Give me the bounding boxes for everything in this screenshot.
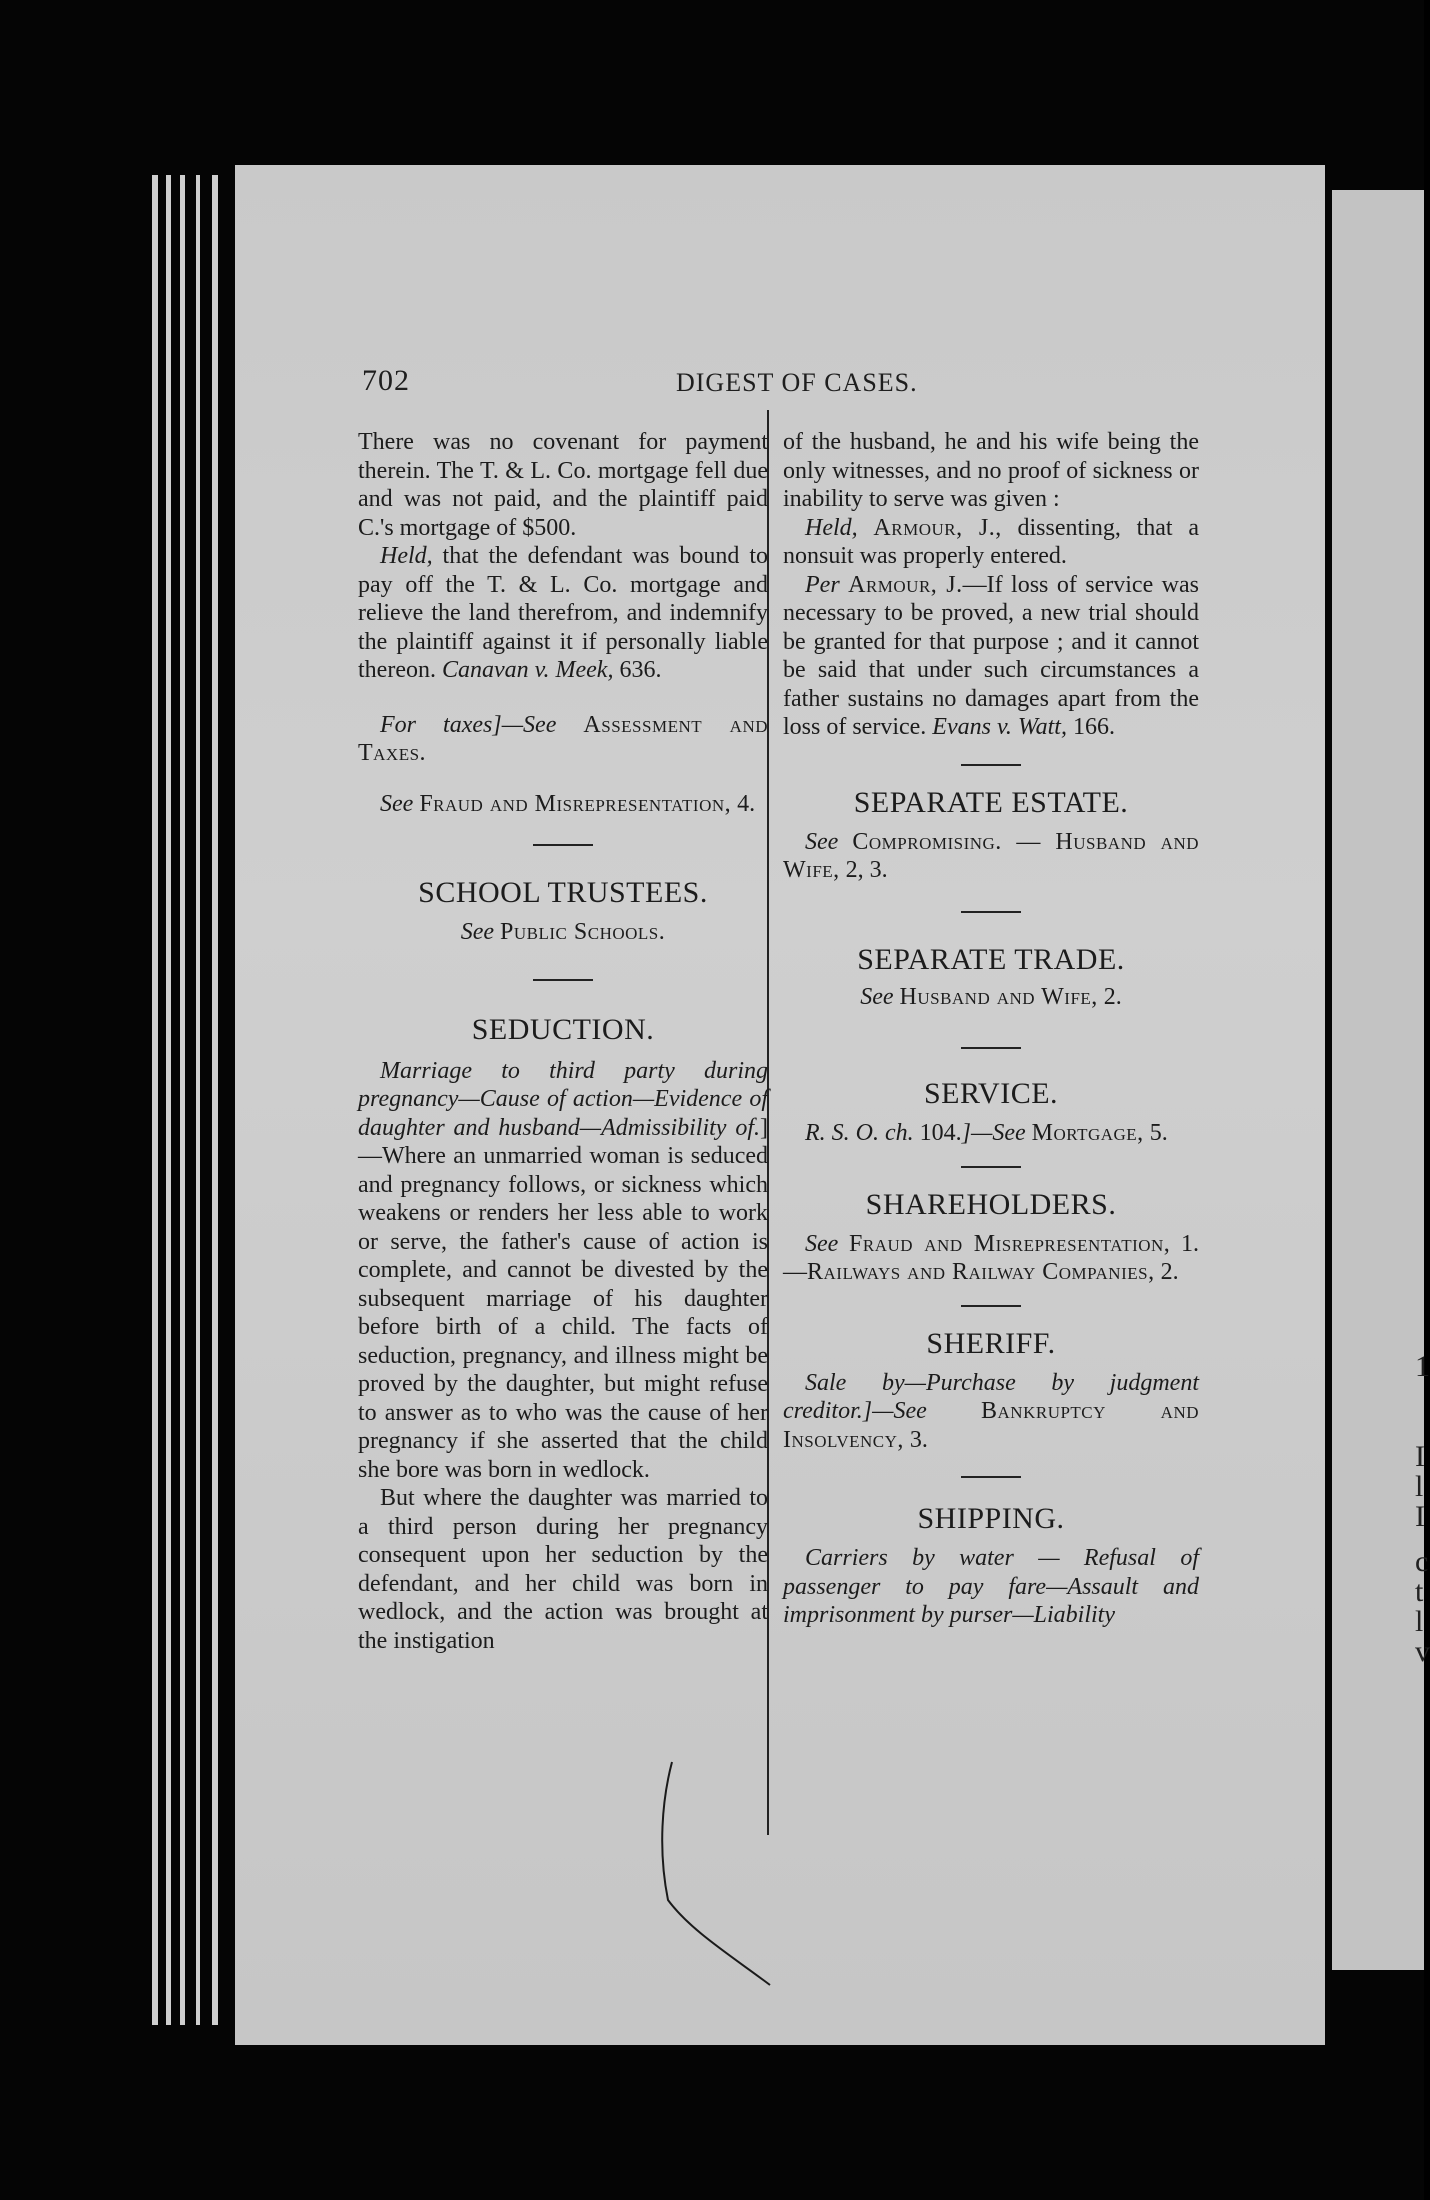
neighbor-page-letter: I	[1415, 1500, 1425, 1533]
paragraph: But where the daughter was married to a third person during her pregnancy consequent upon her seduction by the defendant, and her child was born in wedlock, and the action was brought at the instigation	[358, 1485, 768, 1654]
xref-number: 4.	[731, 790, 756, 817]
catchwords: Carriers by water — Refusal of passenger to pay fare—Assault and imprisonment by purser—Liability	[783, 1545, 1199, 1628]
catchwords: Sale by—Purchase by judgment creditor.	[783, 1369, 1199, 1424]
xref-target: Assessment and Taxes.	[358, 711, 769, 766]
held-label: Held,	[380, 543, 433, 569]
paragraph	[783, 514, 1199, 571]
section-heading: SERVICE.	[923, 1077, 1059, 1110]
paragraph-text: ]—Where an unmarried woman is seduced and pregnancy follows, or sickness which weakens or renders her less able to work or serve, the father's cause of action is complete, and cannot be divested by the subsequent marriage of his daughter before birth of a child. The facts of seduction, pregnancy, and illness might be proved by the daughter, but might refuse to answer as to who was the cause of her pregnancy if she asserted that the child she bore was born in wedlock.	[358, 1114, 768, 1483]
neighbor-page-letter: l	[1415, 1470, 1424, 1503]
xref-number: 2, 3.	[839, 857, 888, 883]
xref-target: Fraud and Misrepresentation,	[419, 790, 732, 817]
xref-topic: For taxes	[380, 711, 493, 738]
section-heading: SHIPPING.	[917, 1502, 1065, 1535]
case-name: Evans v. Watt,	[932, 714, 1067, 740]
xref-number: 1.—	[783, 1230, 1200, 1285]
running-title: DIGEST OF CASES.	[676, 368, 918, 397]
cross-reference	[783, 1369, 1199, 1455]
xref-see: ]—See	[961, 1120, 1026, 1146]
cross-reference	[783, 828, 1199, 885]
xref-number: 3.	[903, 1426, 928, 1453]
paragraph: of the husband, he and his wife being the only witnesses, and no proof of sickness or inability to serve was given :	[783, 429, 1199, 512]
paragraph	[358, 542, 768, 685]
xref-target: Railways and Railway Companies,	[807, 1259, 1155, 1285]
neighbor-page-letter: 1	[1415, 1350, 1430, 1383]
paragraph-text: —If loss of service was necessary to be proved, a new trial should be granted for that purpose ; and it cannot be said that under such circumstances a father sustains no damages apart from the loss of service.	[783, 571, 1200, 740]
xref-target: Bankruptcy and Insolvency,	[783, 1398, 1199, 1453]
section-heading: SHAREHOLDERS.	[865, 1187, 1117, 1221]
cross-reference	[358, 918, 768, 947]
right-column	[783, 428, 1199, 1630]
xref-see: See	[460, 919, 495, 945]
xref-target: Public Schools.	[500, 919, 666, 945]
xref-number: 2.	[1154, 1259, 1179, 1285]
paragraph-text: that the defendant was bound to pay off the T. & L. Co. mortgage and relieve the land therefrom, and indemnify the plaintiff against it if personally liable thereon.	[358, 543, 768, 683]
judge-name: Armour, J.	[848, 571, 963, 598]
neighbor-page-letter: l	[1415, 1605, 1424, 1638]
section-heading: SEDUCTION.	[471, 1012, 655, 1046]
case-page: 166.	[1066, 714, 1115, 740]
book-edge-strip	[212, 175, 218, 2025]
section-heading: SEPARATE TRADE.	[857, 942, 1125, 976]
xref-number: 5.	[1143, 1120, 1168, 1146]
xref-see: See	[805, 1230, 839, 1257]
paragraph	[358, 1057, 768, 1485]
cross-reference	[358, 790, 768, 819]
per-label: Per	[805, 571, 840, 598]
xref-see: ]—See	[862, 1398, 927, 1424]
neighbor-page	[1332, 190, 1424, 1970]
book-edge-strip	[196, 175, 200, 2025]
page-number: 702	[362, 364, 410, 397]
statute-number: 104.	[913, 1120, 962, 1146]
paragraph: There was no covenant for payment therein. The T. & L. Co. mortgage fell due and was not paid, and the plaintiff paid C.'s mortgage of $500.	[358, 429, 768, 541]
paragraph	[783, 571, 1199, 742]
case-page: 636.	[613, 657, 662, 683]
xref-see: See	[380, 790, 414, 817]
neighbor-page-letter: I	[1415, 1440, 1425, 1473]
cross-reference	[783, 1119, 1199, 1148]
held-label: Held,	[805, 514, 858, 541]
xref-target: Mortgage,	[1031, 1120, 1144, 1146]
xref-target: Husband and Wife,	[899, 983, 1098, 1010]
xref-see: ]—See	[492, 711, 557, 738]
xref-see: See	[860, 983, 894, 1010]
left-column	[358, 428, 768, 1655]
cross-reference	[358, 711, 768, 768]
neighbor-page-letter: t	[1415, 1575, 1424, 1608]
book-edge-strip	[180, 175, 185, 2025]
pen-stroke-mark	[650, 1760, 800, 1990]
cross-reference	[783, 1230, 1199, 1287]
section-heading: SHERIFF.	[926, 1326, 1056, 1360]
book-edge-strip	[166, 175, 171, 2025]
xref-see: See	[805, 828, 839, 855]
judge-name: Armour, J.,	[873, 514, 1002, 541]
case-name: Canavan v. Meek,	[441, 657, 614, 683]
catchwords: Marriage to third party during pregnancy—Cause of action—Evidence of daughter and husband—Admissibility of.	[358, 1057, 768, 1141]
book-edge-strip	[152, 175, 158, 2025]
cross-reference	[783, 983, 1199, 1012]
xref-target: Compromising. — Husband and Wife,	[783, 828, 1200, 883]
neighbor-page-letter: c	[1415, 1545, 1429, 1578]
paragraph-text: dissenting, that a nonsuit was properly entered.	[783, 514, 1199, 569]
xref-target: Fraud and Misrepresentation,	[849, 1230, 1171, 1257]
statute-ref: R. S. O. ch.	[805, 1120, 914, 1146]
section-heading: SEPARATE ESTATE.	[853, 785, 1129, 819]
xref-number: 2.	[1097, 983, 1122, 1010]
section-heading: SCHOOL TRUSTEES.	[418, 876, 708, 909]
neighbor-page-letter: v	[1415, 1635, 1430, 1668]
